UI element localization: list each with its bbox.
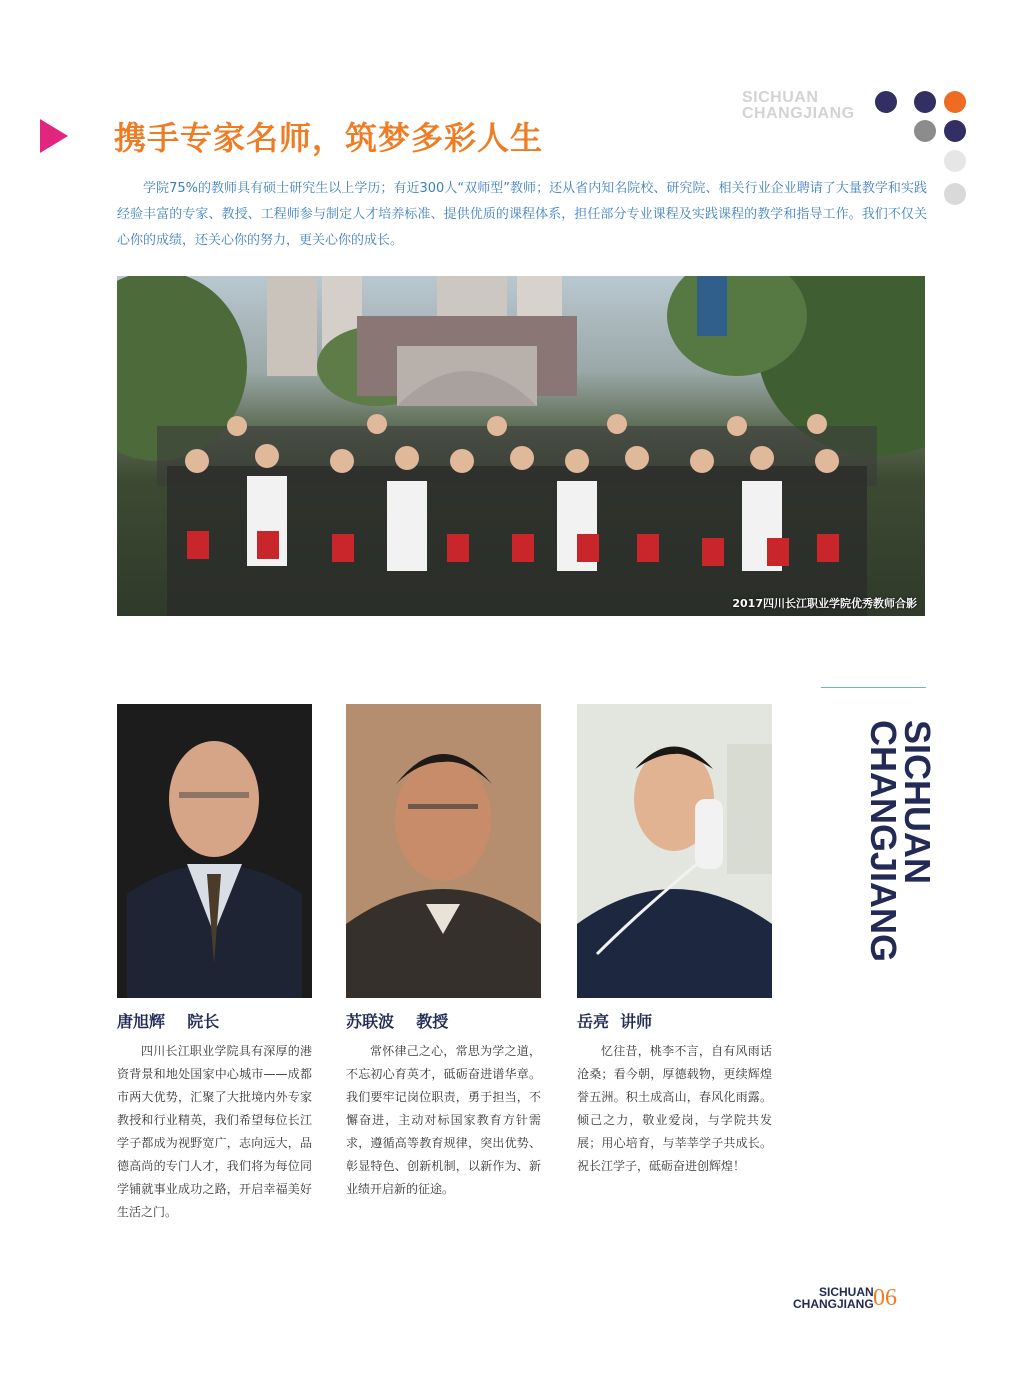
side-brand — [863, 720, 938, 963]
dot-icon — [944, 120, 966, 142]
portrait-photo — [577, 704, 772, 998]
photo-caption: 2017四川长江职业学院优秀教师合影 — [732, 597, 917, 610]
intro-paragraph: 学院75%的教师具有硕士研究生以上学历；有近300人“双师型”教师；还从省内知名院校、研究院、相关行业企业聘请了大量教学和实践经验丰富的专家、教授、工程师参与制定人才培养标准、提供优质的课程体系，担任部分专业课程及实践课程的教学和指导工作。我们不仅关心你的成绩，还关心你的努力，更关心你的成长。 — [117, 181, 927, 248]
footer-brand — [793, 1286, 874, 1310]
dot-icon — [944, 91, 966, 113]
portrait-illustration — [117, 704, 312, 998]
page-number: 06 — [873, 1285, 897, 1311]
side-brand-line1: SICHUAN — [897, 720, 938, 885]
person-bio: 常怀律己之心，常思为学之道，不忘初心育英才，砥砺奋进谱华章。我们要牢记岗位职责，勇于担当，不懈奋进，主动对标国家教育方针需求，遵循高等教育规律，突出优势、彰显特色、创新机制，以新作为、新业绩开启新的征途。 — [346, 1044, 541, 1196]
header-brand-line2: CHANGJIANG — [742, 105, 855, 122]
person-bio: 四川长江职业学院具有深厚的港资背景和地处国家中心城市——成都市两大优势，汇聚了大批境内外专家教授和行业精英，我们希望每位长江学子都成为视野宽广，志向远大，品德高尚的专门人才，我们将为每位同学铺就事业成功之路，开启幸福美好生活之门。 — [117, 1044, 312, 1219]
header-brand-line1: SICHUAN — [742, 89, 819, 106]
person-name: 唐旭辉 院长 — [117, 1012, 220, 1031]
play-triangle-icon — [40, 119, 68, 153]
dot-icon — [875, 91, 897, 113]
header-brand — [742, 90, 855, 122]
page-title: 携手专家名师，筑梦多彩人生 — [114, 119, 544, 157]
person-name: 苏联波 教授 — [346, 1012, 449, 1031]
divider-line — [821, 687, 926, 688]
footer-brand-line1: SICHUAN — [819, 1285, 874, 1299]
group-photo-illustration — [117, 276, 925, 616]
footer-brand-line2: CHANGJIANG — [793, 1297, 874, 1311]
person-name: 岳亮 讲师 — [577, 1012, 653, 1031]
dot-icon — [944, 183, 966, 205]
portrait-photo — [117, 704, 312, 998]
dot-icon — [944, 150, 966, 172]
dot-icon — [914, 120, 936, 142]
person-bio: 忆往昔，桃李不言，自有风雨话沧桑；看今朝，厚德载物，更续辉煌誉五洲。积土成高山，春风化雨露。倾己之力，敬业爱岗，与学院共发展；用心培育，与莘莘学子共成长。祝长江学子，砥砺奋进创辉煌！ — [577, 1044, 772, 1173]
dot-icon — [914, 91, 936, 113]
side-brand-line2: CHANGJIANG — [863, 720, 904, 963]
portrait-photo — [346, 704, 541, 998]
portrait-illustration — [577, 704, 772, 998]
group-photo — [117, 276, 925, 616]
portrait-illustration — [346, 704, 541, 998]
